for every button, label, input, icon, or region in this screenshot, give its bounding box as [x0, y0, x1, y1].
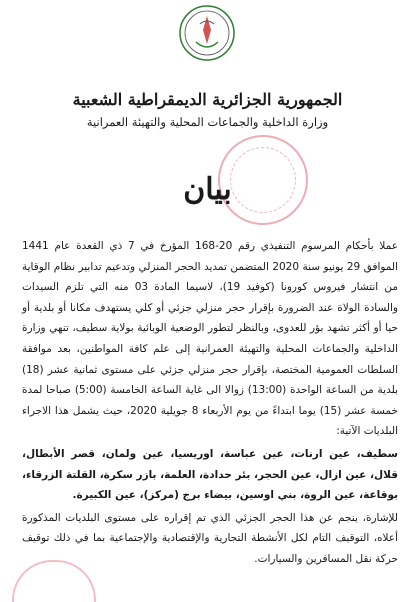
ministry-name: وزارة الداخلية والجماعات المحلية والتهيئة العمرانية	[86, 115, 329, 129]
paragraph-decree: عملا بأحكام المرسوم التنفيذي رقم 20-168 المؤرخ في 7 ذي القعدة عام 1441 الموافق 29 يونيو سنة 2020 المتضمن تمديد الحجر المنزلي وتدعيم تدابير نظام الوقاية من انتشار فيروس كورونا (كوفيد 19)، لاسيما المادة 03 منه التي تلزم السيدات والسادة الولاة عند الضرورة بإقرار حجر منزلي جزئي أو كلي يستهدف مكانا أو بلدية أو حيا أو أكثر تشهد بؤر للعدوى، وبالنظر لتطور الوضعية الوبائية بولاية سطيف، تنهي وزارة الداخلية والجماعات المحلية والتهيئة العمرانية إلى علم كافة المواطنين، بعد موافقة السلطات العمومية المختصة، بإقرار حجر منزلي جزئي على مستوى ثمانية عشر (18) بلدية من الساعة الواحدة (13:00) زوالا الى غاية الساعة الخامسة (5:00) صباحا لمدة خمسة عشر (15) يوما ابتداءً من يوم الأربعاء 8 جويلية 2020، حيث يشمل هذا الاجراء البلديات الآتية:	[22, 240, 398, 438]
document-title: بيان	[183, 172, 232, 207]
republic-name: الجمهورية الجزائرية الديمقراطية الشعبية	[72, 90, 343, 109]
document-body	[22, 236, 398, 570]
paragraph-note: للإشارة، ينجم عن هذا الحجر الجزئي الذي تم إقراره على مستوى البلديات المذكورة أعلاه، التوقيف التام لكل الأنشطة التجارية والإقتصادية والإجتماعية بما في ذلك توقيف حركة نقل المسافرين والسيارات.	[22, 511, 398, 565]
national-emblem-icon	[178, 4, 236, 62]
paragraph-municipalities: سطيف، عين ارنات، عين عباسة، اوريسيا، عين ولمان، قصر الأبطال، قلال، عين ازال، عين الحجر، بئر حدادة، العلمة، بازر سكرة، القلتة الزرقاء، بوقاعة، عين الروة، بني اوسين، بيضاء برج (مركز)، عين الكبيرة.	[22, 447, 398, 502]
